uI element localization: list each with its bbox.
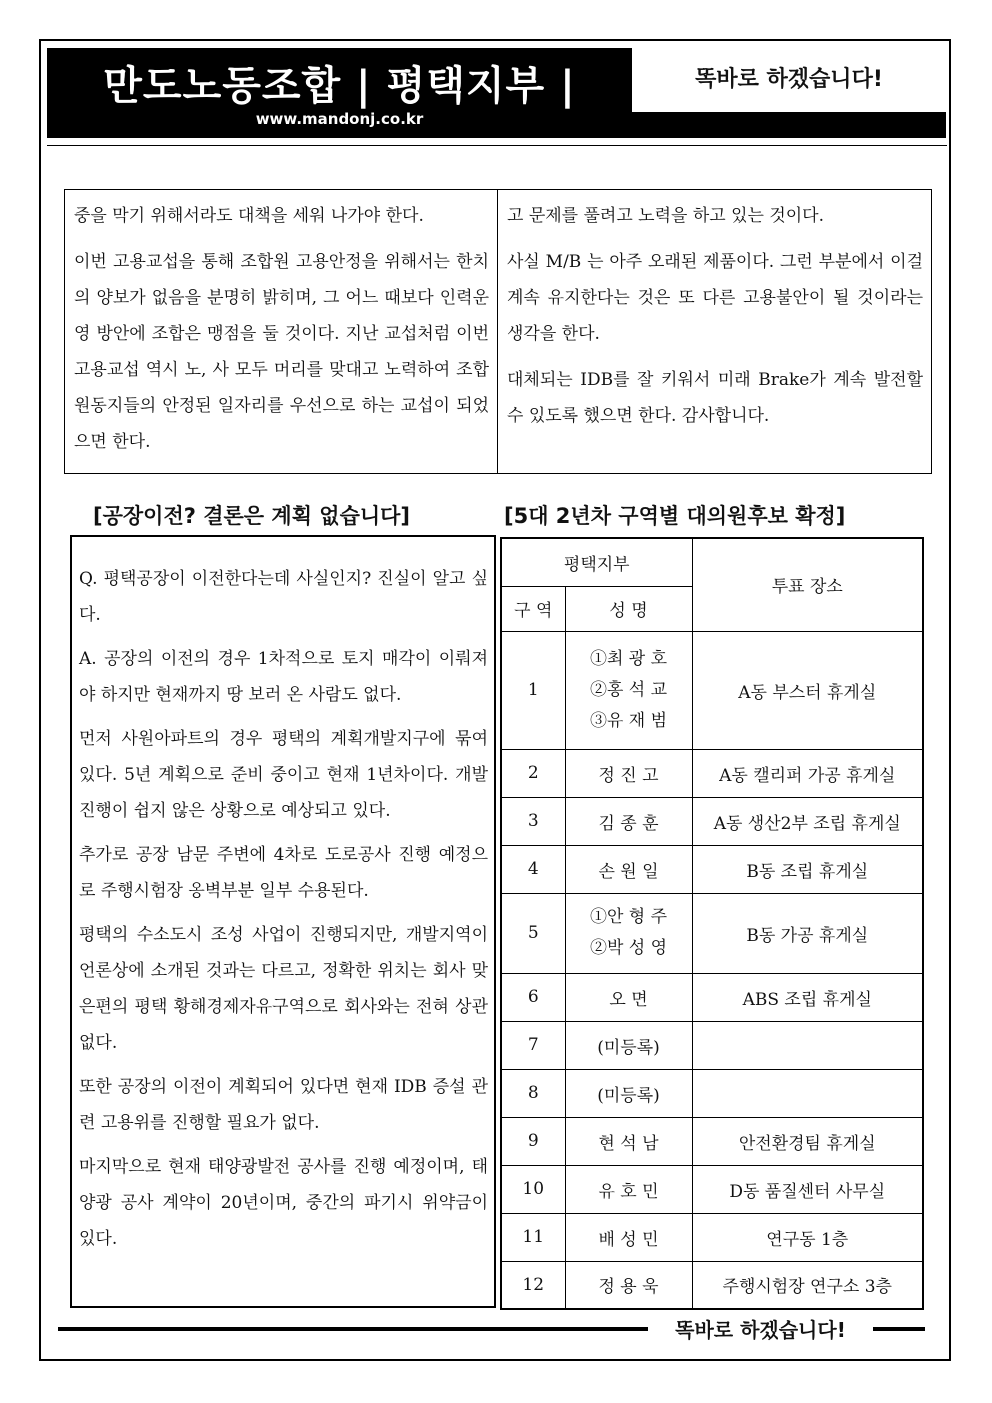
table-row: [501, 973, 923, 1021]
zone-cell: 11: [501, 1213, 565, 1261]
qa-paragraph: 또한 공장의 이전이 계획되어 있다면 현재 IDB 증설 관련 고용위를 진행할 필요가 없다.: [79, 1077, 488, 1133]
place-cell: D동 품질센터 사무실: [692, 1165, 923, 1213]
zone-cell: 1: [501, 631, 565, 749]
name-cell: (미등록): [565, 1069, 692, 1117]
zone-cell: 5: [501, 893, 565, 973]
place-cell: A동 캘리퍼 가공 휴게실: [692, 749, 923, 797]
candidate-name: ①안 형 주: [589, 907, 668, 927]
name-cell: 김 종 훈: [565, 797, 692, 845]
candidate-name: ①최 광 호: [589, 648, 668, 669]
header-strip: [632, 112, 946, 138]
place-cell: ABS 조립 휴게실: [692, 973, 923, 1021]
candidates-table: [500, 537, 924, 1310]
zone-cell: 9: [501, 1117, 565, 1165]
place-cell: 연구동 1층: [692, 1213, 923, 1261]
place-cell: 주행시험장 연구소 3층: [692, 1261, 923, 1309]
name-cell: 정 용 욱: [565, 1261, 692, 1309]
article-left-column: [65, 190, 498, 473]
article-paragraph: 중을 막기 위해서라도 대책을 세워 나가야 한다.: [74, 206, 424, 226]
table-row: [501, 1021, 923, 1069]
table-row: [501, 893, 923, 973]
zone-cell: 3: [501, 797, 565, 845]
zone-cell: 8: [501, 1069, 565, 1117]
candidate-name: ②홍 석 교: [589, 679, 668, 700]
zone-header: 구 역: [501, 586, 565, 631]
newsletter-title: 만도노동조합 | 평택지부 |: [103, 63, 576, 109]
qa-paragraph: Q. 평택공장이 이전한다는데 사실인지? 진실이 알고 싶다.: [79, 569, 488, 625]
zone-cell: 12: [501, 1261, 565, 1309]
website-url: www.mandonj.co.kr: [255, 110, 424, 128]
qa-paragraph: 마지막으로 현재 태양광발전 공사를 진행 예정이며, 태양광 공사 계약이 20년이며, 중간의 파기시 위약금이 있다.: [79, 1157, 488, 1249]
place-cell: 안전환경팀 휴게실: [692, 1117, 923, 1165]
name-header: 성 명: [565, 586, 692, 631]
place-cell: [692, 1021, 923, 1069]
table-row: [501, 1165, 923, 1213]
name-cell: 손 원 일: [565, 845, 692, 893]
name-cell: (미등록): [565, 1021, 692, 1069]
zone-cell: 10: [501, 1165, 565, 1213]
name-cell: 유 호 민: [565, 1165, 692, 1213]
table-row: [501, 797, 923, 845]
header-slogan: 똑바로 하겠습니다!: [695, 67, 883, 92]
qa-section-title: [공장이전? 결론은 계획 없습니다]: [93, 504, 411, 528]
name-cell: [565, 631, 692, 749]
name-cell: 오 면: [565, 973, 692, 1021]
place-cell: B동 조립 휴게실: [692, 845, 923, 893]
zone-cell: 6: [501, 973, 565, 1021]
qa-paragraph: A. 공장의 이전의 경우 1차적으로 토지 매각이 이뤄져야 하지만 현재까지 땅 보러 온 사람도 없다.: [79, 649, 488, 705]
table-row: [501, 749, 923, 797]
table-row: [501, 631, 923, 749]
zone-cell: 2: [501, 749, 565, 797]
qa-box: [70, 535, 496, 1308]
article-paragraph: 대체되는 IDB를 잘 키워서 미래 Brake가 계속 발전할 수 있도록 했으면 한다. 감사합니다.: [507, 370, 923, 426]
article-paragraph: 이번 고용교섭을 통해 조합원 고용안정을 위해서는 한치의 양보가 없음을 분명히 밝히며, 그 어느 때보다 인력운영 방안에 조합은 맹점을 둘 것이다. 지난 교섭처럼 이번 고용교섭 역시 노, 사 모두 머리를 맞대고 노력하여 조합원동지들의 안정된 일자리를 우선으로 하는 교섭이 되었으면 한다.: [74, 252, 489, 452]
name-cell: 정 진 고: [565, 749, 692, 797]
continued-article-box: [64, 189, 932, 474]
article-paragraph: 사실 M/B 는 아주 오래된 제품이다. 그런 부분에서 이걸 계속 유지한다는 것은 또 다른 고용불안이 될 것이라는 생각을 한다.: [507, 252, 923, 344]
candidates-section-title: [5대 2년차 구역별 대의원후보 확정]: [504, 504, 846, 528]
zone-cell: 7: [501, 1021, 565, 1069]
qa-paragraph: 먼저 사원아파트의 경우 평택의 계획개발지구에 묶여 있다. 5년 계획으로 준비 중이고 현재 1년차이다. 개발 진행이 쉽지 않은 상황으로 예상되고 있다.: [79, 729, 488, 821]
place-cell: A동 생산2부 조립 휴게실: [692, 797, 923, 845]
qa-paragraph: 평택의 수소도시 조성 사업이 진행되지만, 개발지역이 언론상에 소개된 것과는 다르고, 정확한 위치는 회사 맞은편의 평택 황해경제자유구역으로 회사와는 전혀 상관없다.: [79, 925, 488, 1053]
candidate-name: ②박 성 영: [589, 938, 668, 958]
place-cell: [692, 1069, 923, 1117]
footer-rule-right: [873, 1327, 925, 1331]
table-row: [501, 1213, 923, 1261]
table-row: [501, 1069, 923, 1117]
footer-slogan: 똑바로 하겠습니다!: [675, 1318, 846, 1342]
name-cell: [565, 893, 692, 973]
candidate-name: ③유 재 범: [589, 710, 668, 731]
place-cell: A동 부스터 휴게실: [692, 631, 923, 749]
place-header: 투표 장소: [692, 538, 923, 631]
qa-paragraph: 추가로 공장 남문 주변에 4차로 도로공사 진행 예정으로 주행시험장 옹벽부분 일부 수용된다.: [79, 845, 488, 901]
table-row: [501, 1117, 923, 1165]
branch-header: 평택지부: [501, 538, 692, 586]
table-row: [501, 845, 923, 893]
zone-cell: 4: [501, 845, 565, 893]
place-cell: B동 가공 휴게실: [692, 893, 923, 973]
article-right-column: [498, 190, 931, 473]
article-paragraph: 고 문제를 풀려고 노력을 하고 있는 것이다.: [507, 206, 825, 226]
header-rule: [47, 145, 947, 146]
name-cell: 배 성 민: [565, 1213, 692, 1261]
table-row: [501, 1261, 923, 1309]
footer-rule-left: [58, 1327, 648, 1331]
name-cell: 현 석 남: [565, 1117, 692, 1165]
